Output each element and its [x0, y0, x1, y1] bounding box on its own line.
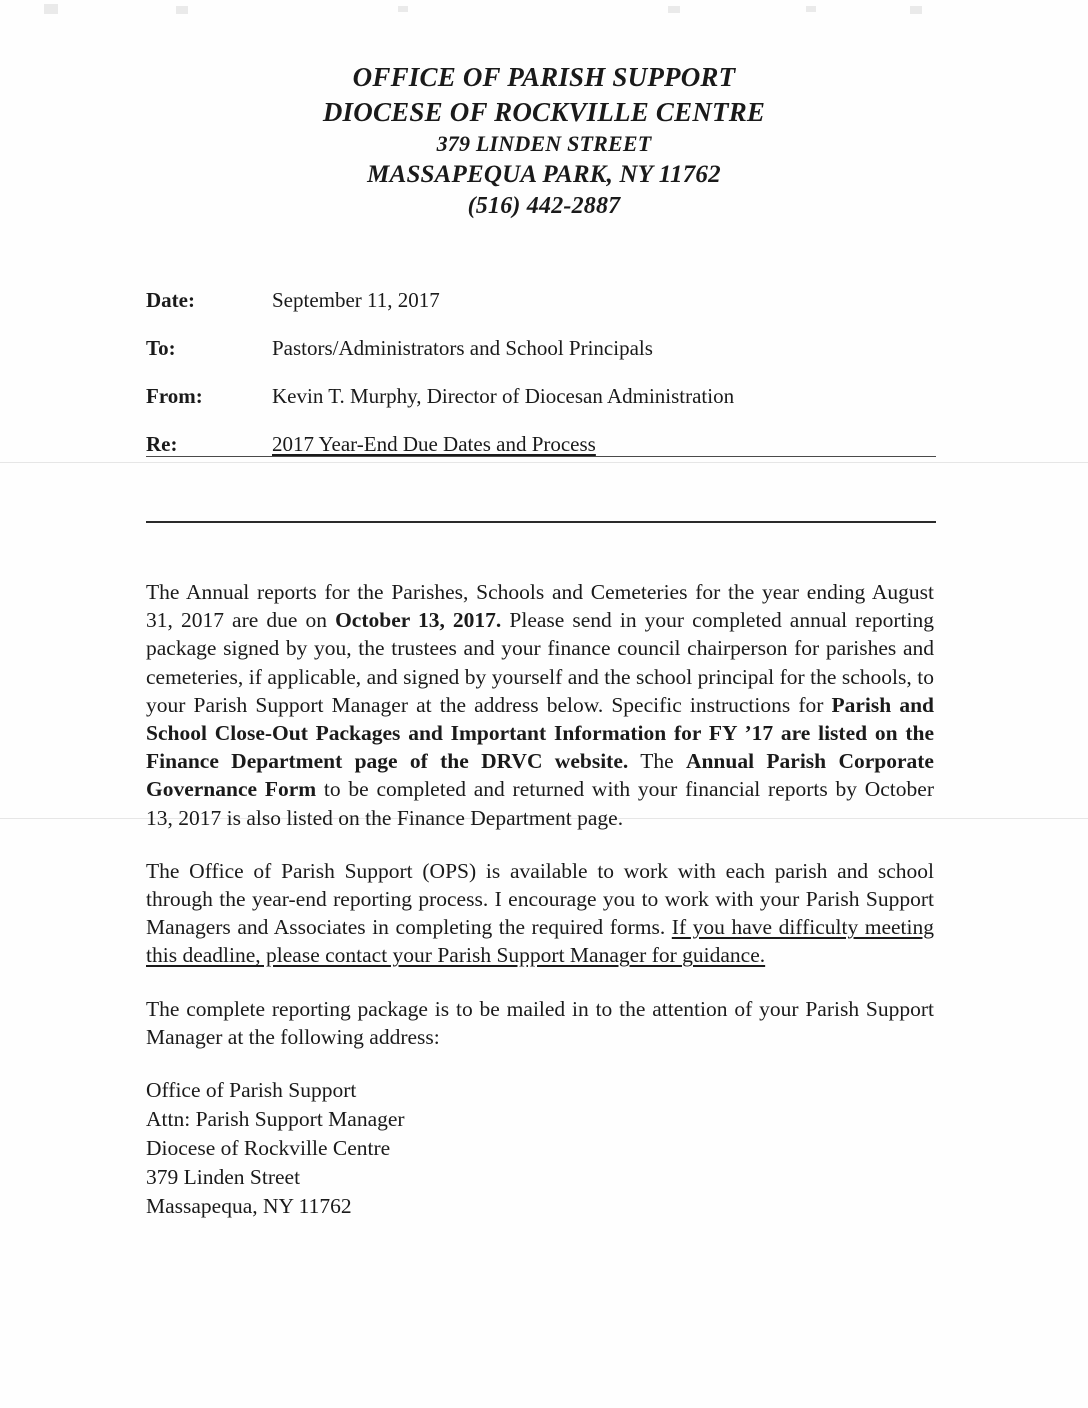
- p3-text: The complete reporting package is to be mailed in to the attention of your Parish Support Manager at the following address:: [146, 996, 934, 1049]
- scan-artifact: [910, 6, 922, 14]
- memo-label-date: Date:: [146, 288, 195, 312]
- memo-label-from: From:: [146, 384, 203, 408]
- memo-row-re: [146, 432, 936, 457]
- letter-body: [146, 578, 934, 1221]
- address-line-street: 379 Linden Street: [146, 1165, 301, 1190]
- memo-row-to: [146, 336, 936, 361]
- memo-value-date: September 11, 2017: [272, 288, 440, 312]
- paragraph-annual-reports: [146, 578, 934, 832]
- letterhead-line-phone: (516) 442-2887: [467, 193, 621, 220]
- divider-top: [146, 456, 936, 457]
- scan-artifact: [176, 6, 188, 14]
- scan-artifact: [44, 4, 58, 14]
- letterhead: [0, 60, 1088, 222]
- p1-text-d: to be completed and returned with your financial reports by October 13, 2017 is also listed on the Finance Department page.: [146, 777, 934, 830]
- paragraph-office-support: [146, 857, 934, 970]
- scan-artifact: [806, 6, 816, 12]
- memo-value-to: Pastors/Administrators and School Principals: [272, 336, 653, 360]
- address-line-diocese: Diocese of Rockville Centre: [146, 1136, 391, 1161]
- memo-value-re: 2017 Year-End Due Dates and Process: [272, 432, 596, 456]
- divider-bottom: [146, 521, 936, 523]
- p1-text-c: The: [628, 749, 686, 774]
- letterhead-line-city: MASSAPEQUA PARK, NY 11762: [367, 160, 721, 188]
- p1-bold-instructions: Parish and School Close-Out Packages and Important Information for FY ’17 are listed on the Finance Department page of the DRVC website.: [146, 692, 934, 774]
- paragraph-mailing-intro: [146, 995, 934, 1051]
- scan-artifact: [398, 6, 408, 12]
- letterhead-line-office: OFFICE OF PARISH SUPPORT: [352, 62, 736, 92]
- p1-bold-governance-form: Annual Parish Corporate Governance Form: [146, 749, 934, 802]
- memo-row-from: [146, 384, 936, 409]
- memo-header-block: [146, 288, 936, 480]
- p1-text-b: Please send in your completed annual reporting package signed by you, the trustees and your finance council chairperson for parishes and cemeteries, if applicable, and signed by yourself and the school principal for the schools, to your Parish Support Manager at the address below. Specific instructions for: [146, 608, 934, 717]
- mailing-address-block: [146, 1076, 934, 1221]
- address-line-office: Office of Parish Support: [146, 1078, 357, 1103]
- address-line-city: Massapequa, NY 11762: [146, 1194, 352, 1219]
- p1-text-a: The Annual reports for the Parishes, Schools and Cemeteries for the year ending August 31, 2017 are due on: [146, 580, 934, 633]
- scan-artifact: [668, 6, 680, 13]
- memo-row-date: [146, 288, 936, 313]
- memo-value-from: Kevin T. Murphy, Director of Diocesan Administration: [272, 384, 735, 408]
- letterhead-line-diocese: DIOCESE OF ROCKVILLE CENTRE: [322, 97, 766, 128]
- p2-underlined-note: If you have difficulty meeting this deadline, please contact your Parish Support Manager for guidance.: [146, 915, 934, 968]
- p1-due-date: October 13, 2017.: [335, 608, 502, 633]
- memo-label-re: Re:: [146, 432, 178, 456]
- letterhead-line-street: 379 LINDEN STREET: [436, 131, 652, 157]
- p2-text-a: The Office of Parish Support (OPS) is available to work with each parish and school through the year-end reporting process. I encourage you to work with your Parish Support Managers and Associates in completing the required forms.: [146, 858, 934, 940]
- address-line-attn: Attn: Parish Support Manager: [146, 1107, 405, 1132]
- memo-label-to: To:: [146, 336, 176, 360]
